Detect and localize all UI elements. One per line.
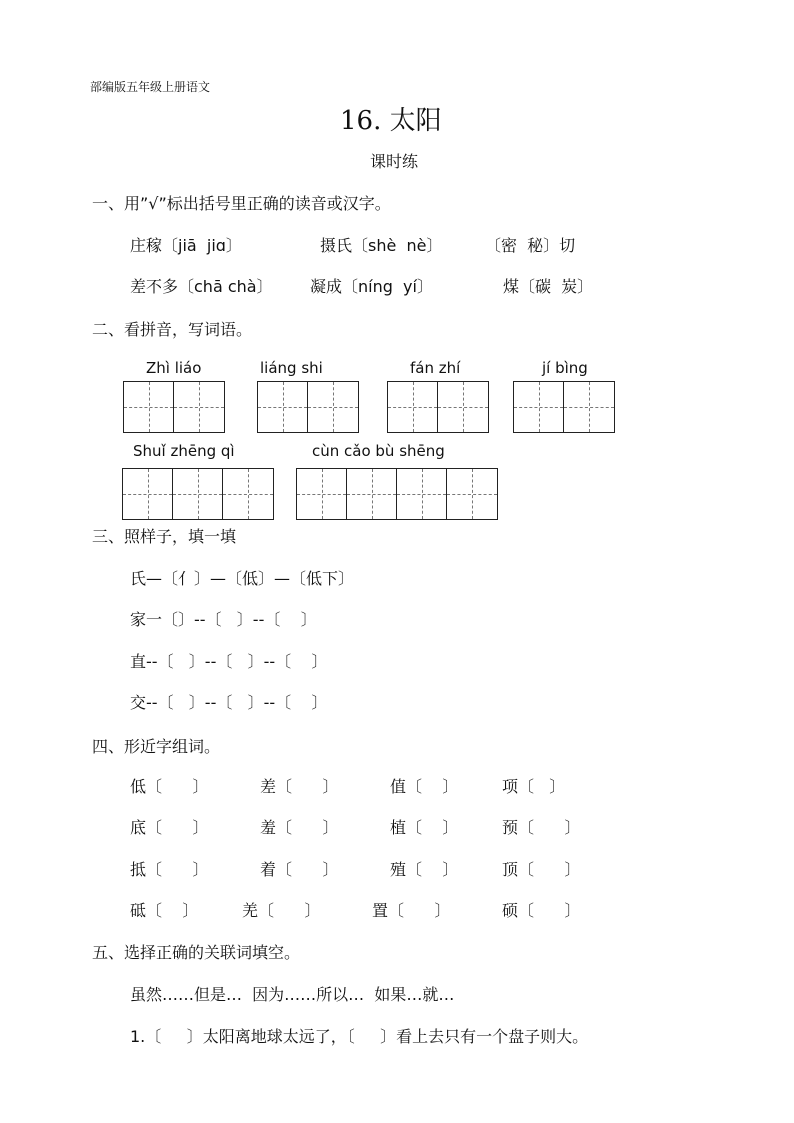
s4-item: 羌〔 〕 (242, 901, 321, 920)
section-3-heading: 三、照样子，填一填 (92, 527, 237, 546)
s1-item: 差不多〔chā chà〕 (130, 277, 273, 296)
s4-item: 砥〔 〕 (130, 901, 199, 920)
pinyin-label: jí bìng (542, 359, 588, 377)
pinyin-label: liáng shi (260, 359, 323, 377)
section-1-heading: 一、用”√”标出括号里正确的读音或汉字。 (92, 194, 391, 213)
grid-cell[interactable] (397, 469, 447, 519)
pinyin-label: Shuǐ zhēng qì (133, 442, 235, 460)
grid-cell[interactable] (258, 382, 308, 432)
s4-item: 预〔 〕 (502, 818, 581, 837)
grid-cell[interactable] (347, 469, 397, 519)
course-header: 部编版五年级上册语文 (90, 80, 211, 94)
section-5-heading: 五、选择正确的关联词填空。 (92, 943, 301, 962)
grid-cell[interactable] (124, 382, 174, 432)
grid-cell[interactable] (173, 469, 223, 519)
grid-cell[interactable] (514, 382, 564, 432)
s4-item: 着〔 〕 (260, 860, 339, 879)
writing-grid[interactable] (257, 381, 359, 433)
s4-item: 顶〔 〕 (502, 860, 581, 879)
grid-cell[interactable] (388, 382, 438, 432)
pinyin-label: cùn cǎo bù shēng (312, 442, 445, 460)
s4-item: 植〔 〕 (390, 818, 459, 837)
section-2-heading: 二、看拼音，写词语。 (92, 320, 253, 339)
section-4-heading: 四、形近字组词。 (92, 737, 221, 756)
writing-grid[interactable] (122, 468, 274, 520)
s4-item: 低〔 〕 (130, 777, 209, 796)
s1-item: 凝成〔níng yí〕 (310, 277, 433, 296)
conjunction-options: 虽然……但是… 因为……所以… 如果…就… (130, 985, 455, 1004)
s3-row: 氏—〔亻〕—〔低〕—〔低下〕 (130, 569, 355, 588)
s1-item: 庄稼〔jiā jiɑ〕 (130, 236, 242, 255)
s1-item: 〔密 秘〕切 (485, 236, 576, 255)
s3-row: 家一〔〕--〔 〕--〔 〕 (130, 610, 317, 629)
grid-cell[interactable] (223, 469, 273, 519)
question-1: 1.〔 〕太阳离地球太远了，〔 〕看上去只有一个盘子则大。 (130, 1027, 589, 1046)
grid-cell[interactable] (174, 382, 224, 432)
writing-grid[interactable] (387, 381, 489, 433)
s4-item: 置〔 〕 (372, 901, 451, 920)
s3-row: 直--〔 〕--〔 〕--〔 〕 (130, 652, 328, 671)
s4-item: 值〔 〕 (390, 777, 459, 796)
grid-cell[interactable] (297, 469, 347, 519)
pinyin-label: Zhì liáo (146, 359, 202, 377)
s4-item: 底〔 〕 (130, 818, 209, 837)
grid-cell[interactable] (438, 382, 488, 432)
lesson-title: 16. 太阳 (340, 106, 442, 136)
pinyin-label: fán zhí (410, 359, 461, 377)
s4-item: 项〔 〕 (502, 777, 566, 796)
grid-cell[interactable] (308, 382, 358, 432)
grid-cell[interactable] (123, 469, 173, 519)
s4-item: 羞〔 〕 (260, 818, 339, 837)
grid-cell[interactable] (447, 469, 497, 519)
s1-item: 摄氏〔shè nè〕 (320, 236, 443, 255)
s3-row: 交--〔 〕--〔 〕--〔 〕 (130, 693, 328, 712)
grid-cell[interactable] (564, 382, 614, 432)
s4-item: 差〔 〕 (260, 777, 339, 796)
s4-item: 抵〔 〕 (130, 860, 209, 879)
s1-item: 煤〔碳 炭〕 (503, 277, 594, 296)
writing-grid[interactable] (123, 381, 225, 433)
writing-grid[interactable] (513, 381, 615, 433)
writing-grid[interactable] (296, 468, 498, 520)
lesson-subtitle: 课时练 (370, 152, 419, 171)
s4-item: 殖〔 〕 (390, 860, 459, 879)
s4-item: 硕〔 〕 (502, 901, 581, 920)
